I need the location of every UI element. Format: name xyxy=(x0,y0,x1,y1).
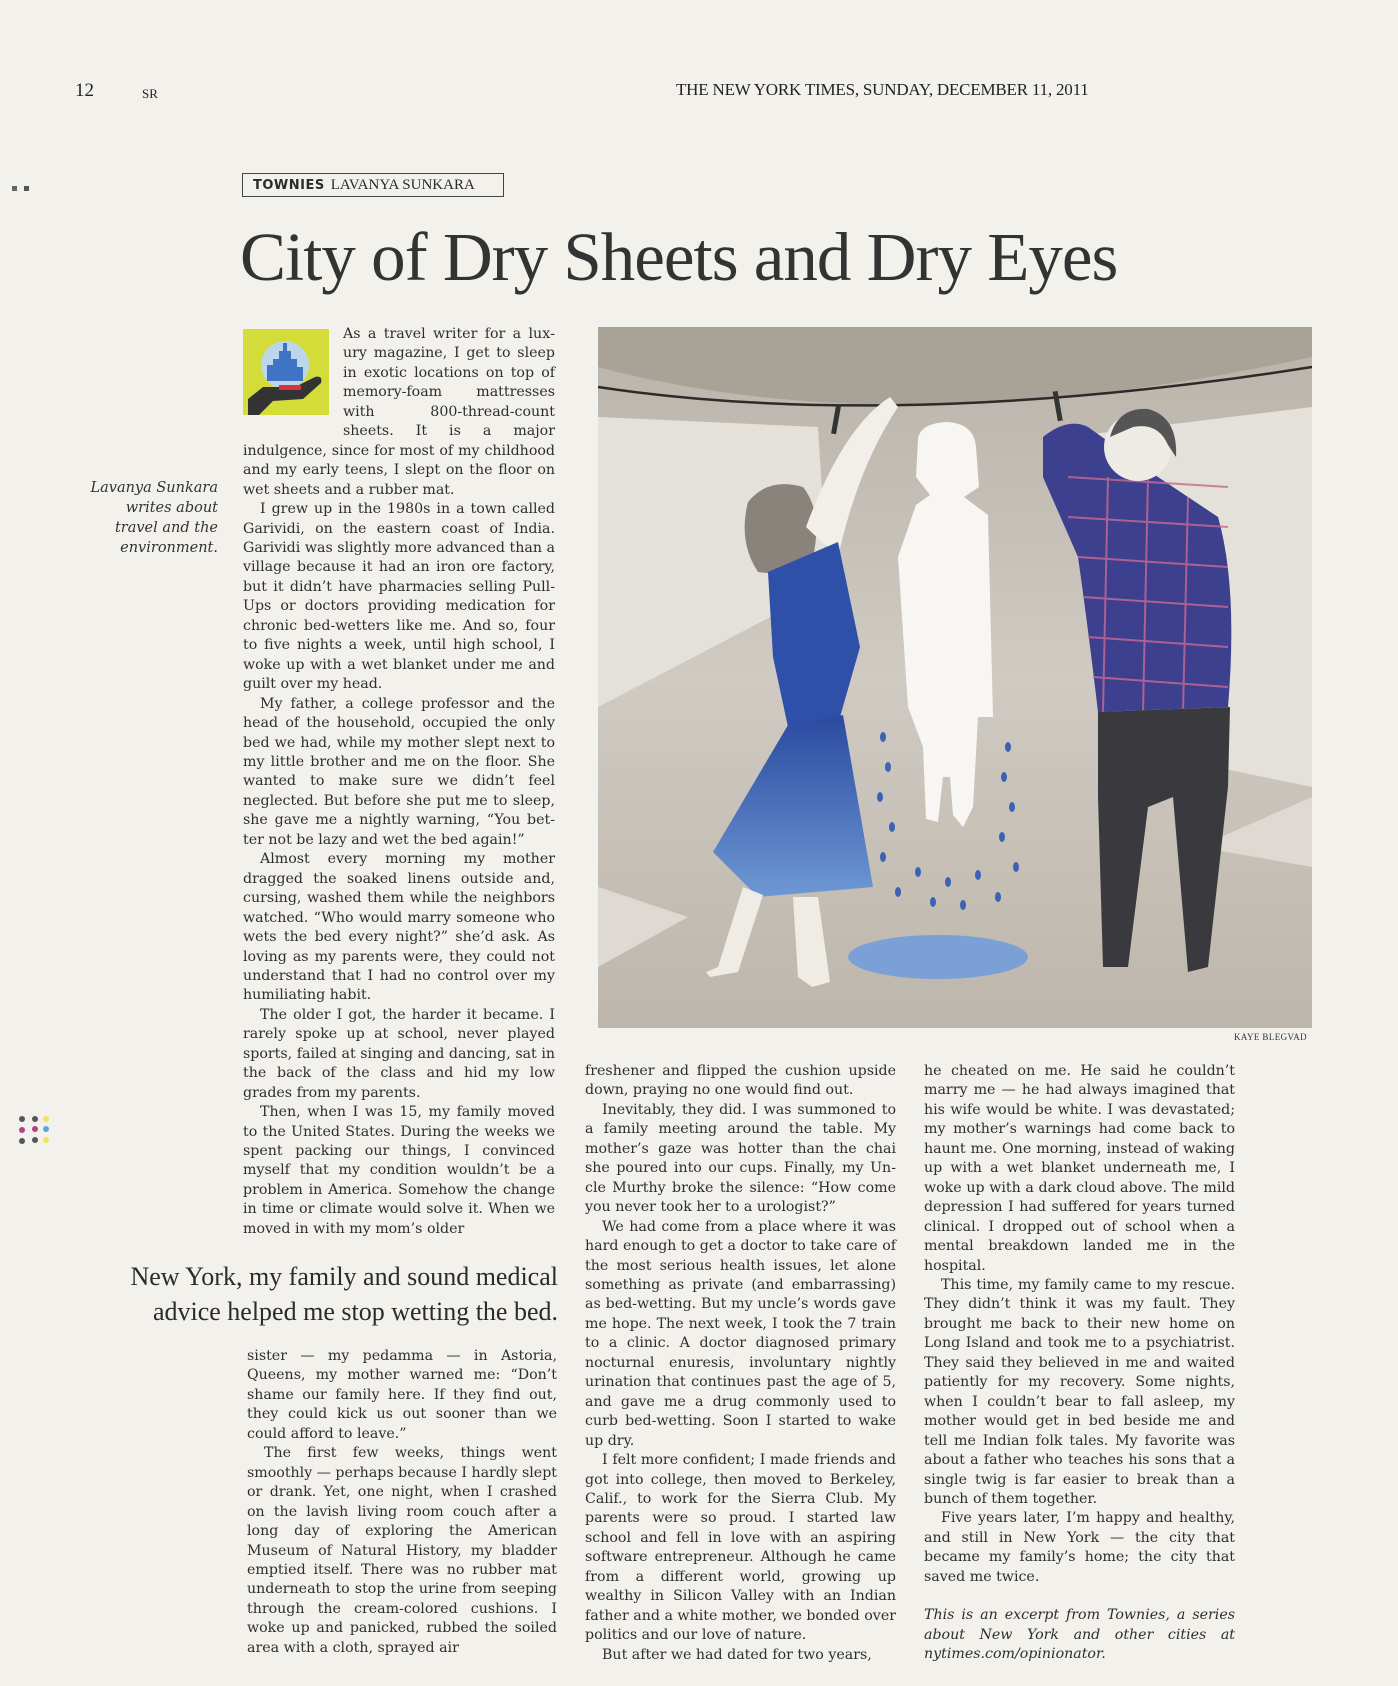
clothesline-figures-illustration xyxy=(598,327,1312,1028)
paragraph: sister — my pedamma — in Astoria, Queens, my mother warned me: “Don’t shame our family here. If they find out, they could kick us out sooner than we could afford to leave.” xyxy=(247,1348,557,1442)
paragraph: The older I got, the harder it became. I rarely spoke up at school, never played sports, failed at singing and dancing, sat in the back of the class and hid my low grades from my parents. xyxy=(243,1006,555,1101)
article-column-2 xyxy=(585,1062,896,1665)
paragraph: I felt more confident; I made friends and got into college, then moved to Berkeley, Calif., to work for the Sierra Club. My parents were so proud. I started law school and fell in love with an aspiring software entrepreneur. Although he came from a different world, growing up wealthy in Silicon Valley with an Indian father and a white mother, we bonded over politics and our love of nature. xyxy=(585,1452,896,1644)
paragraph: This time, my family came to my rescue. They didn’t think it was my fault. They brought me back to their new home on Long Island and took me to a psychiatrist. They said they believed in me and waited patiently for my recovery. Some nights, when I couldn’t bear to fall asleep, my mother would get in bed beside me and tell me Indian folk tales. My favorite was about a father who teaches his sons that a single twig is far easier to break than a bunch of them together. xyxy=(924,1276,1235,1507)
pull-quote xyxy=(104,1259,558,1329)
paragraph: I grew up in the 1980s in a town called Garividi, on the eastern coast of India. Garividi was slightly more advanced than a village because it had an iron ore factory, but it didn’t have pharmacies selling Pull-Ups or doctors providing medication for chronic bed-wetters like me. And so, four to five nights a week, until high school, I woke up with a wet blanket under me and guilt over my head. xyxy=(243,501,555,693)
section-code: SR xyxy=(142,86,158,101)
paragraph: Inevitably, they did. I was summoned to a family meeting around the table. My mother’s gaze was hotter than the chai she poured into our cups. Finally, my Uncle Murthy broke the silence: “How come you never took her to a urologist?” xyxy=(585,1101,896,1216)
author-bio xyxy=(70,478,218,558)
paragraph: But after we had dated for two years, xyxy=(602,1646,872,1663)
paragraph: Almost every morning my mother dragged the soaked linens outside and, cursing, washed them while the neighbors watched. “Who would marry someone who wets the bed every night?” she’d ask. As loving as my parents were, they could not understand that I had no control over my humiliating habit. xyxy=(243,851,555,1004)
paragraph: The first few weeks, things went smoothly — perhaps because I hardly slept or drank. Yet, one night, when I crashed on the lavish living room couch after a long day of exploring the American Museum of Natural History, my bladder emptied itself. There was no rubber mat underneath to stop the urine from seeping through the cream-colored cushions. I woke up and panicked, rubbed the soiled area with a cloth, sprayed air xyxy=(247,1445,557,1656)
paragraph: My father, a college professor and the head of the household, occupied the only bed we had, while my mother slept next to my little brother and me on the floor. She wanted to make sure we didn’t feel neglected. But before she put me to sleep, she gave me a nightly warning, “You better not be lazy and wet the bed again!” xyxy=(243,695,555,848)
illustration-credit: KAYE BLEGVAD xyxy=(1234,1032,1308,1042)
author-bio-line: environment. xyxy=(120,540,218,556)
paragraph: freshener and flipped the cushion upside down, praying no one would find out. xyxy=(585,1063,896,1099)
kicker-author: LAVANYA SUNKARA xyxy=(330,176,475,193)
article-column-3 xyxy=(924,1062,1235,1665)
kicker-label: TOWNIES xyxy=(253,177,325,193)
paragraph: Five years later, I’m happy and healthy, and still in New York — the city that became my family’s home; the city that saved me twice. xyxy=(924,1510,1235,1585)
pull-quote-line: advice helped me stop wetting the bed. xyxy=(152,1297,558,1326)
article-column-1-continued xyxy=(247,1347,557,1658)
paragraph: As a travel writer for a luxury magazine, I get to sleep in exotic locations on top of memory-foam mattresses with 800-thread-count sheets. It is a major indulgence, since for most of my childhood and my early teens, I slept on the floor on wet sheets and a rubber mat. xyxy=(243,326,555,498)
column-kicker xyxy=(242,173,504,197)
paragraph: he cheated on me. He said he couldn’t marry me — he had always imagined that his wife would be white. I was devastated; my mother’s warnings had come back to haunt me. One morning, instead of waking up with a wet blanket underneath me, I woke up with a dark cloud above. The mild depression I had suffered for years turned clinical. I dropped out of school when a mental breakdown landed me in the hospital. xyxy=(924,1063,1235,1274)
dateline: THE NEW YORK TIMES, SUNDAY, DECEMBER 11, 2011 xyxy=(676,80,1089,99)
series-footnote: This is an excerpt from Townies, a series about New York and other cities at nytimes.com/opinionator. xyxy=(924,1607,1235,1663)
headline: City of Dry Sheets and Dry Eyes xyxy=(240,219,1118,295)
pull-quote-line: New York, my family and sound medical xyxy=(130,1262,558,1291)
paragraph: Then, when I was 15, my family moved to the United States. During the weeks we spent packing our things, I convinced myself that my condition wouldn’t be a problem in America. Somehow the change in time or climate would solve it. When we moved in with my mom’s older xyxy=(243,1104,555,1237)
article-column-1 xyxy=(243,325,555,1239)
page-number: 12 xyxy=(75,80,94,101)
author-bio-line: Lavanya Sunkara xyxy=(90,480,218,496)
author-bio-line: writes about xyxy=(125,500,218,516)
author-bio-line: travel and the xyxy=(114,520,218,536)
paragraph: We had come from a place where it was hard enough to get a doctor to take care of the most serious health issues, let alone something as private (and embarrassing) as bed-wetting. But my uncle’s words gave me hope. The next week, I took the 7 train to a clinic. A doctor diagnosed primary nocturnal enuresis, involuntary nightly urination that continues past the age of 5, and gave me a drug commonly used to curb bed-wetting. Soon I started to wake up dry. xyxy=(585,1218,896,1449)
